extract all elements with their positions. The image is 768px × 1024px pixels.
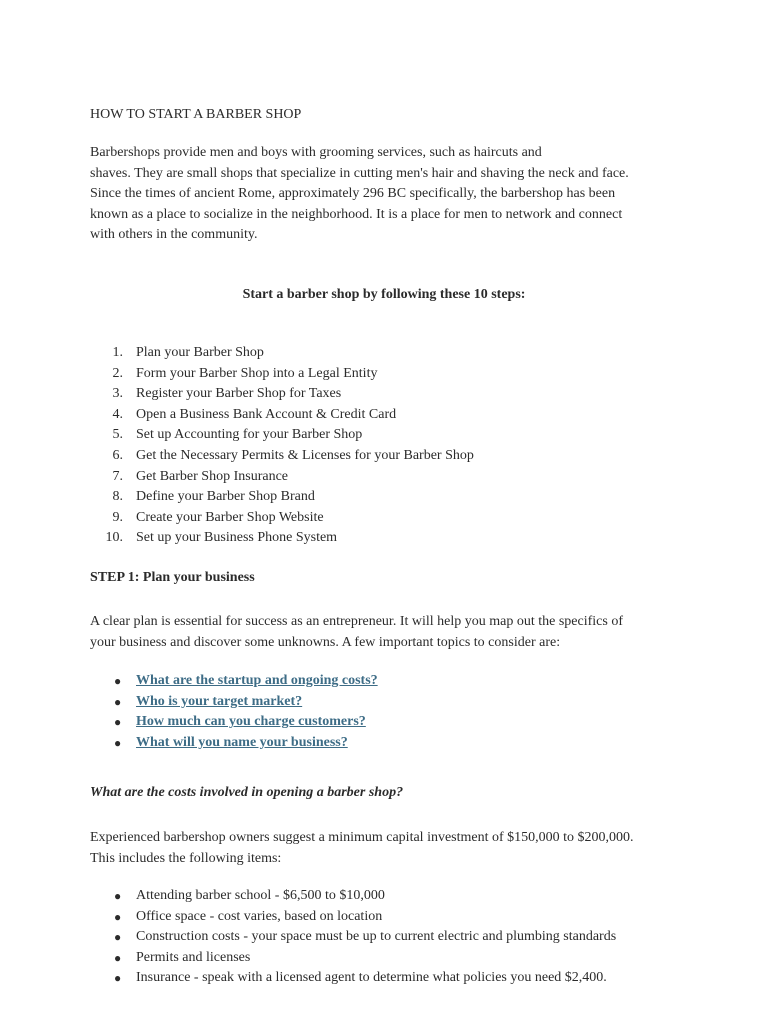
step-item bbox=[90, 446, 690, 467]
step-number: 8. bbox=[112, 489, 123, 505]
intro-line: with others in the community. bbox=[90, 227, 258, 243]
step-item bbox=[90, 343, 690, 364]
cost-item-text: Office space - cost varies, based on location bbox=[136, 908, 383, 924]
link-business-name[interactable]: What will you name your business? bbox=[136, 734, 348, 750]
step-number: 1. bbox=[112, 345, 123, 360]
list-item bbox=[90, 733, 710, 754]
step-item bbox=[90, 528, 690, 549]
step-number: 5. bbox=[112, 427, 123, 443]
topic-links-list bbox=[90, 671, 710, 753]
list-item bbox=[90, 671, 710, 692]
step-number: 2. bbox=[112, 365, 123, 381]
cost-item-text: Attending barber school - $6,500 to $10,000 bbox=[136, 888, 385, 903]
step-number: 7. bbox=[112, 468, 123, 484]
step-text: Get Barber Shop Insurance bbox=[136, 468, 289, 484]
step-item bbox=[90, 467, 690, 488]
steps-list bbox=[90, 343, 690, 549]
list-item bbox=[90, 712, 710, 733]
list-item bbox=[90, 692, 710, 713]
step-text: Set up your Business Phone System bbox=[136, 530, 338, 546]
bullet-icon: ● bbox=[114, 715, 122, 730]
step-text: Define your Barber Shop Brand bbox=[136, 489, 315, 505]
list-item bbox=[90, 886, 710, 907]
cost-items-list bbox=[90, 886, 710, 989]
intro-line: known as a place to socialize in the neighborhood. It is a place for men to network and connect bbox=[90, 206, 623, 222]
step-text: Open a Business Bank Account & Credit Card bbox=[136, 406, 397, 422]
bullet-icon: ● bbox=[114, 909, 122, 924]
step1-heading: STEP 1: Plan your business bbox=[90, 570, 255, 585]
intro-line: Barbershops provide men and boys with grooming services, such as haircuts and bbox=[90, 145, 542, 160]
step-text: Form your Barber Shop into a Legal Entity bbox=[136, 365, 378, 381]
bullet-icon: ● bbox=[114, 889, 122, 903]
steps-heading: Start a barber shop by following these 10 steps: bbox=[242, 287, 526, 302]
cost-item-text: Construction costs - your space must be up to current electric and plumbing standards bbox=[136, 929, 617, 945]
list-item bbox=[90, 927, 710, 948]
link-target-market[interactable]: Who is your target market? bbox=[136, 693, 303, 709]
step-number: 4. bbox=[112, 406, 123, 422]
step-number: 9. bbox=[112, 509, 123, 525]
list-item bbox=[90, 907, 710, 928]
link-startup-costs[interactable]: What are the startup and ongoing costs? bbox=[136, 673, 378, 688]
link-pricing[interactable]: How much can you charge customers? bbox=[136, 714, 366, 730]
step-text: Set up Accounting for your Barber Shop bbox=[136, 427, 363, 443]
cost-item-text: Insurance - speak with a licensed agent to determine what policies you need $2,400. bbox=[136, 970, 607, 986]
plan-line: your business and discover some unknowns. A few important topics to consider are: bbox=[90, 634, 561, 650]
capital-line: This includes the following items: bbox=[90, 850, 282, 866]
step-item bbox=[90, 384, 690, 405]
list-item bbox=[90, 968, 710, 989]
document-title: HOW TO START A BARBER SHOP bbox=[90, 107, 302, 122]
cost-item-text: Permits and licenses bbox=[136, 949, 251, 965]
step-text: Plan your Barber Shop bbox=[136, 345, 264, 360]
bullet-icon: ● bbox=[114, 735, 122, 750]
step-item bbox=[90, 364, 690, 385]
step-text: Create your Barber Shop Website bbox=[136, 509, 324, 525]
costs-heading: What are the costs involved in opening a barber shop? bbox=[90, 785, 404, 800]
bullet-icon: ● bbox=[114, 694, 122, 709]
list-item bbox=[90, 948, 710, 969]
intro-line: Since the times of ancient Rome, approximately 296 BC specifically, the barbershop has been bbox=[90, 186, 616, 202]
plan-line: A clear plan is essential for success as an entrepreneur. It will help you map out the specifics of bbox=[90, 614, 623, 629]
step-number: 10. bbox=[105, 530, 123, 546]
intro-line: shaves. They are small shops that specialize in cutting men's hair and shaving the neck and face. bbox=[90, 165, 629, 181]
step-text: Get the Necessary Permits & Licenses for your Barber Shop bbox=[136, 447, 474, 463]
bullet-icon: ● bbox=[114, 971, 122, 986]
bullet-icon: ● bbox=[114, 930, 122, 945]
step-number: 3. bbox=[112, 386, 123, 402]
bullet-icon: ● bbox=[114, 950, 122, 965]
intro-paragraph bbox=[90, 143, 690, 246]
step-item bbox=[90, 405, 690, 426]
bullet-icon: ● bbox=[114, 674, 122, 688]
step-text: Register your Barber Shop for Taxes bbox=[136, 386, 342, 402]
plan-paragraph bbox=[90, 612, 690, 653]
capital-paragraph bbox=[90, 828, 690, 869]
step-item bbox=[90, 487, 690, 508]
step-item bbox=[90, 508, 690, 529]
capital-line: Experienced barbershop owners suggest a minimum capital investment of $150,000 to $200,000. bbox=[90, 830, 634, 845]
step-item bbox=[90, 425, 690, 446]
step-number: 6. bbox=[112, 447, 123, 463]
